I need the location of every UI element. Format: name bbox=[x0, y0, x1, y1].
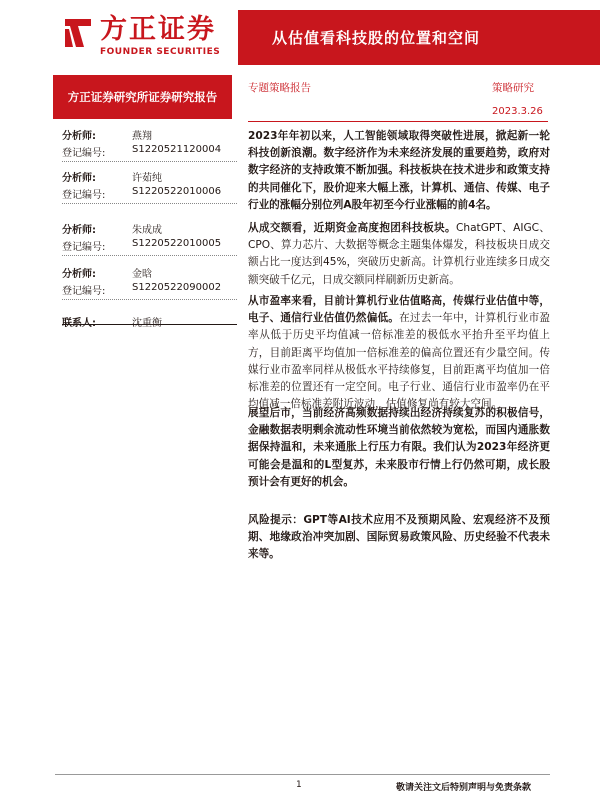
analyst-divider bbox=[62, 203, 237, 204]
analyst-reg-number: S1220521120004 bbox=[132, 144, 222, 155]
analyst-name: 许茹纯 bbox=[132, 173, 162, 184]
analyst-name: 金晗 bbox=[132, 269, 152, 280]
summary-paragraph-1: 2023年年初以来，人工智能领域取得突破性进展，掀起新一轮科技创新浪潮。数字经济作为未来经济发展的重要趋势，政府对数字经济的支持政策不断加强。科技板块在技术进步和政策支持的共同催化下，股价迎来大幅上涨，计算机、通信、传媒、电子行业的涨幅分别位列A股年初至今行业涨幅的前4名。 bbox=[248, 130, 550, 211]
analyst-reg-label: 登记编号: bbox=[62, 148, 106, 159]
paragraph-2-lead: 从成交额看，近期资金高度抱团科技板块。 bbox=[248, 222, 456, 234]
company-logo bbox=[62, 14, 232, 60]
analyst-block bbox=[62, 221, 237, 261]
contact-label: 联系人: bbox=[62, 318, 96, 329]
analyst-divider bbox=[62, 161, 237, 162]
page-number: 1 bbox=[296, 780, 302, 790]
analyst-role: 分析师: bbox=[62, 131, 96, 142]
analyst-divider bbox=[62, 299, 237, 300]
report-title: 从估值看科技股的位置和空间 bbox=[272, 29, 481, 47]
contact-block bbox=[62, 314, 237, 328]
summary-paragraph-4: 展望后市，当前经济高频数据持续出经济持续复苏的积极信号，金融数据表明剩余流动性环境当前依然较为宽松，而国内通胀数据保持温和，未来通胀上行压力有限。我们认为2023年经济更可能会是温和的L型复苏，未来股市行情上行仍然可期，成长股预计会有更好的机会。 bbox=[248, 407, 550, 488]
analyst-block bbox=[62, 265, 237, 305]
analyst-reg-number: S1220522090002 bbox=[132, 282, 222, 293]
analyst-block bbox=[62, 127, 237, 167]
analyst-reg-label: 登记编号: bbox=[62, 242, 106, 253]
analyst-role: 分析师: bbox=[62, 269, 96, 280]
analyst-role: 分析师: bbox=[62, 225, 96, 236]
paragraph-3-lead: 从市盈率来看，目前计算机行业估值略高，传媒行业估值中等，电子、通信行业估值仍然偏低。 bbox=[248, 295, 550, 325]
summary-paragraph-3 bbox=[248, 293, 550, 413]
report-date: 2023.3.26 bbox=[492, 106, 543, 117]
header-divider bbox=[248, 121, 548, 122]
contact-name: 沈重衡 bbox=[132, 318, 162, 329]
analyst-name: 朱成成 bbox=[132, 225, 162, 236]
analyst-reg-label: 登记编号: bbox=[62, 286, 106, 297]
report-category: 策略研究 bbox=[492, 82, 534, 94]
contact-divider bbox=[62, 324, 237, 325]
institute-name: 方正证券研究所证券研究报告 bbox=[67, 90, 218, 104]
logo-name-en: FOUNDER SECURITIES bbox=[100, 47, 221, 57]
title-banner bbox=[238, 10, 600, 65]
report-type: 专题策略报告 bbox=[248, 82, 311, 94]
footer-divider bbox=[55, 774, 550, 775]
risk-warning: 风险提示：GPT等AI技术应用不及预期风险、宏观经济不及预期、地缘政治冲突加剧、国际贸易政策风险、历史经验不代表未来等。 bbox=[248, 514, 550, 561]
institute-banner bbox=[53, 75, 232, 119]
paragraph-3-body: 在过去一年中，计算机行业市盈率从低于历史平均值减一倍标准差的极低水平抬升至平均值上方，目前距离平均值加一倍标准差的偏高位置还有少量空间。传媒行业市盈率同样从极低水平持续修复，目前距离平均值加一倍标准差的位置还有一定空间。电子行业、通信行业市盈率仍在平均值减一倍标准差附近波动，估值修复尚有较大空间。 bbox=[248, 312, 551, 411]
founder-logo-icon bbox=[62, 16, 94, 50]
logo-name-cn: 方正证券 bbox=[100, 14, 216, 45]
analyst-reg-label: 登记编号: bbox=[62, 190, 106, 201]
analyst-name: 燕翔 bbox=[132, 131, 152, 142]
analyst-role: 分析师: bbox=[62, 173, 96, 184]
analyst-divider bbox=[62, 255, 237, 256]
paragraph-2-body: ChatGPT、AIGC、CPO、算力芯片、大数据等概念主题集体爆发，科技板块日成交额占比一度达到45%，突破历史新高。计算机行业连续多日成交额突破千亿元，日成交额同样刷新历史新高。 bbox=[248, 222, 550, 286]
disclaimer-link: 敬请关注文后特别声明与免责条款 bbox=[396, 783, 532, 793]
summary-paragraph-2 bbox=[248, 220, 550, 289]
analyst-reg-number: S1220522010006 bbox=[132, 186, 222, 197]
analyst-reg-number: S1220522010005 bbox=[132, 238, 222, 249]
analyst-block bbox=[62, 169, 237, 209]
